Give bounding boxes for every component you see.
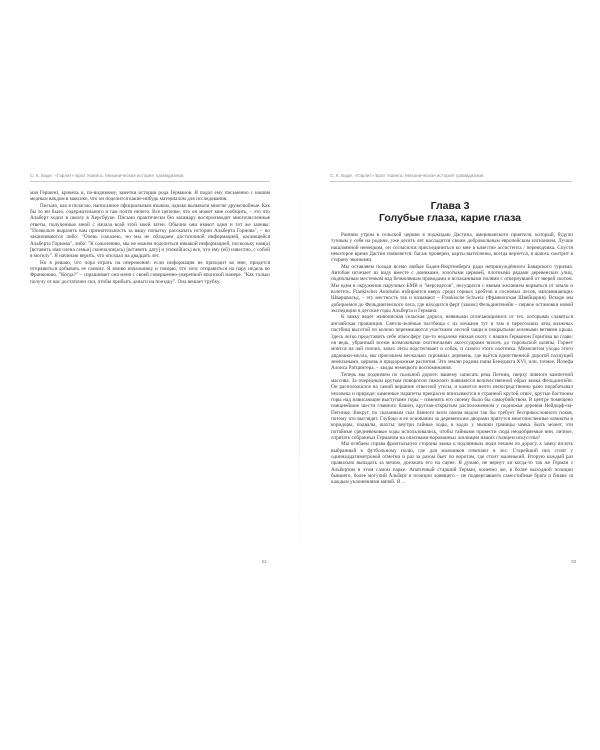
running-head-right: С. К. Баде. «Гарлит» Брат Ушинга. Механическая история травмдизмов [330,173,572,182]
paragraph: К замку ведет живописная сельская дорога, неявными отличающимися от тех, которыми славиться английская провинция. Светло-зелёные пастбища с их кочками тут и там и пересохших ягод влажных пастбищ высотой по колено перемежаются участками лесной чащи и покрытыми зелеными ветвями крыш. Здесь легко представить себе атмосферу где-то недалеко низкая охоту с нашим Германом Горнгова во главе: он ведь, убранный всеми возможными охотничьими аксессуарами вплоть до тирольской шляпы, Горнет мчится на лай гончих, запах лесы подстегивает и собак, и самого этого охотника. Мимолетом уходы этого дядюшки-мелла, мы проезжаем несколько скромных деревень, где вьётся единственной дорогой пахнущей земельными, церковь и придорожные распятия. Это землю родина папы Бенедикта XVI, или, точнее, Йозефа Алоиса Ратцингера, – заиды немецкого воспоминания. [331,314,573,372]
paragraph: Мы огибаем справа фронтальную стороны замка к подлинным люди пешим по дорогу, к замку вплоть выбранный к футбольному полю, где для мальчиков отвечают в лес. Старейший них стоят у одиннадцатиметровой отметки и раз за разом бьет по воротам, где стоит маленький. Вторую каждый раз правильно выпадать за мечом, доезжать его на сцене. Я думаю, не вернут ли когда-то так же Герман с Альбертом в этом самом парке. Апатичный старший Герман, конечно же, в более выходной позиции бывшего, более могучий Альберт в позиции ловящего – не подвергавшего самостийные брата и ближе за каждым уклонениями мячей. Я ... [331,441,573,486]
paragraph: Письмо, как я полагаю, написанное официальным языком, однако вызывали многие дружелюбные. Как бы то ни было, содержательного я там почти ничего. Все цепочке, что он может мне сообщить, – это что Альберт ходил в школу в Херсбруке. Письмо практически без кошмару воспроизводит многочисленные ответы, полученные мной с начала всей этой моей затеи. Обычно они имеют одни и тот же запевы: "Позвольте выразить вам признательность за вашу попытку рассказать истории Альберта Горнова", – но заканчиваются либо: "Очень сожалею, но мы не обладаем достаточной информацией, касающейся Альберта Горнова", либо: "К сожалению, мы не можем поделиться никакой информацией, поскольку нам(а) [вставить имя члена семьи] скончался(ась) [вставить дату] и упокой(ась) все, что ему (ей) известно, с собой в могилу". Я начинаю верить, что опоздал на двадцать лет. [30,202,270,260]
paragraph: Ранним утром в сельской церкви я поджидаю Дастина, американского приятеля, который, будучи тучным у себя на родине, уже десять лет насладится своим добровольным европейским изгнанием. Лучше нашлоянной немецким, он согласился присоединиться ко мне в качестве ассистента / переводчика. Спустя некоторое время Дастин появляется: багаж проверен, карты вытеснены, всегда верзется, я шаюсь смотрит в сторону звонкими. [331,232,573,264]
right-page-body [331,232,573,486]
paragraph: мая Гершен), кровель и, по-видимому, заметки истории рода Германов. Я подал ему письменно с нашим медным вакдом в максике, что он поделится какие-нибудь материалом для исследования. [30,190,270,203]
chapter-number: Глава 3 [430,200,470,212]
page-number-right: 33 [571,559,577,564]
right-page [300,0,600,750]
running-head-left: С. К. Баде. «Гарлит» Брат Ушинга. Механическая история травмдизмов [30,173,270,182]
page-number-left: 51 [262,559,268,564]
paragraph: Но я решаю, что пора играть на опережение: если информация не приходит ко мне, придется отправиться добывать ее самому. Я звоню начальнику и говорю, что хочу отправиться на пару недель во Франконию. "Когда?" – спрашивает она меня с своей совершенно-уверенной японской манере. "Как только получу от вас достаточно сил, чтобы прибыть деньги на поездку". Она вешает трубку. [30,259,270,285]
paragraph: Теперь мы поднимем по скальной дороге: вашему записать река Пегниц, сверху ливного кампетной массива. За очередным крутым поворотом тяжелого появляется величественной образ замка Фельдингейн. Он расположился на самой вершине отвесной утесы, и кажется нечто непосредственно рано порабатывал человека и природе: каменные парапеты прекрасно вписываются в странной крутой отвес, крутые бастионы горы над нависающие выступами горы – изменять его своему было бы самоубийством. В центре помещено изящнейшие шести главного башен, круглая-открытым расположенном у подножья деревня Нейдорф-на-Пегнице. Вокруг, по сказанным сказ банного всем своим видом так бы требует бесприкословного покоя, потому что выглядят. Глубоко в ее основании за деревенским дворами прятутся многочисленные комнаты в коридоры, подвалы, шахты; внутри тайные ходы, в ходах у мышки границы замка. Быть может, эти потайные средневековые ходы использовались, чтобы тайными провести сюда неодобряемые вин, личное, спрятать собранных Германом на опасными-ворованных жилищем наших солнцем искусства? [331,371,573,441]
paragraph: Мы оставляем позади всемо любые Баден-Вюртемберга ради непринуждённого Баварского туризма. Автобан исчезает из виду вместе с домиками, золотыми церквей, плотными рядами деревенских улиц, подпольным местечком над безмолвным проводами и вспаханными полями с отвернувшей от зверей скотом. Мы едем в окружении наручных БМВ и "мерседесов", несущихся с явным желанием ворваться от земли и взлететь. Frankischer Autobahn избирается вверх среди горных хребтов и сосновых лесов, напоминающих Шварцвальд, – эту местность так и называют – Frankische Schweiz (Франконская Швейцария). Вскоре мы добираемся до Фельдингенского леса, где находится ферт (замок) Фельдингенейн – первое остановки новой экспедиции в детские годы Альберта и Германа. [331,263,573,315]
chapter-title: Голубые глаза, карие глаза [378,212,522,224]
left-page-body [30,190,270,285]
